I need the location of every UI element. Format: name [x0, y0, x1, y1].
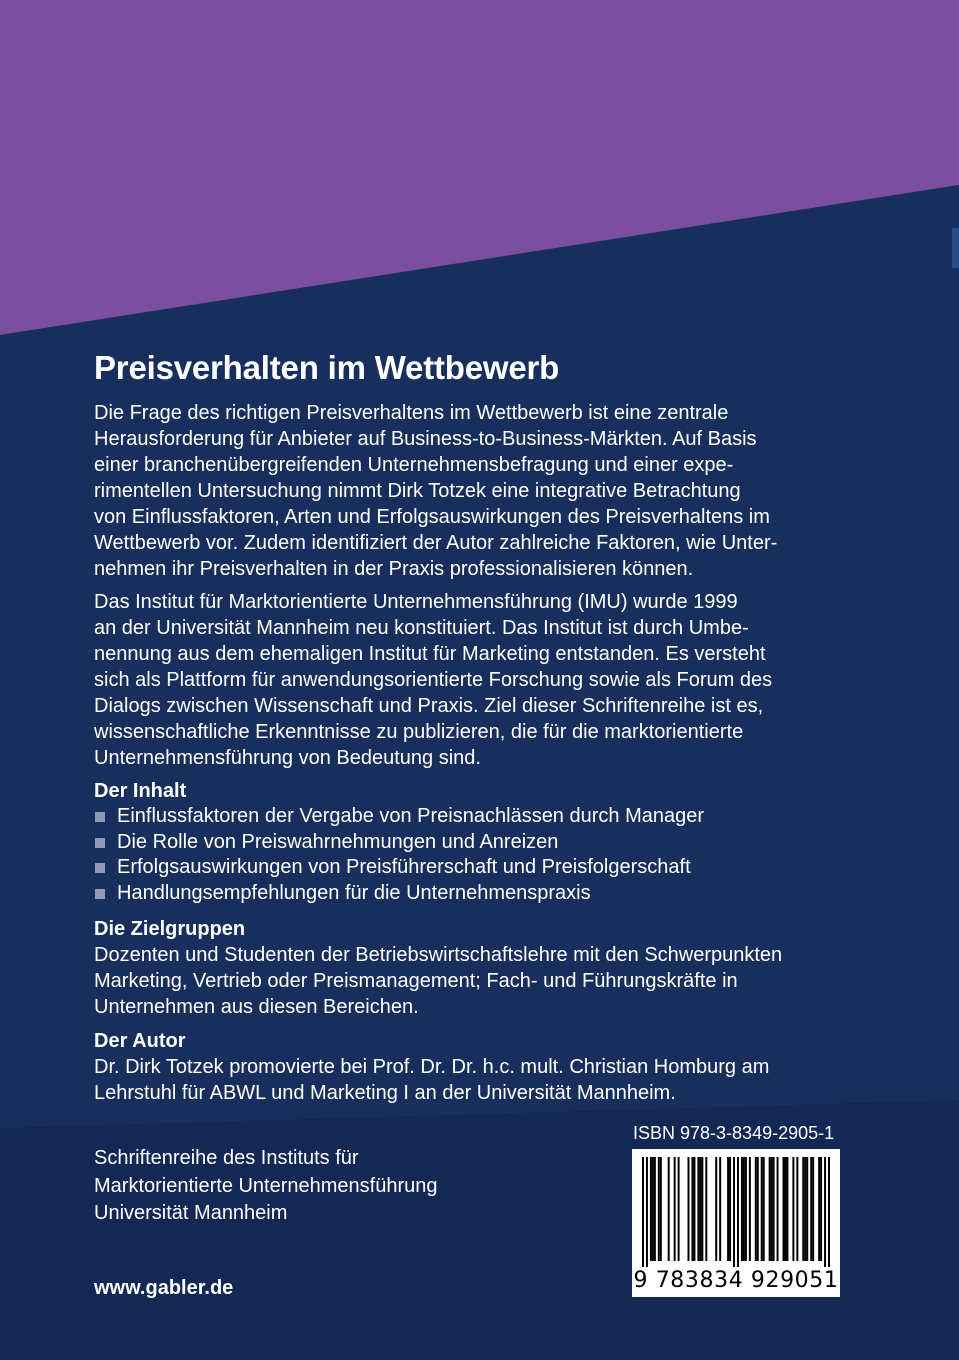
barcode-bar [654, 1157, 656, 1261]
audience-line: Unternehmen aus diesen Bereichen. [94, 996, 419, 1018]
barcode-bar [786, 1157, 788, 1261]
intro-paragraph [94, 400, 864, 582]
book-title: Preisverhalten im Wettbewerb [94, 349, 560, 386]
institute-line: nennung aus dem ehemaligen Institut für Marketing entstanden. Es versteht [94, 643, 766, 665]
intro-line: nehmen ihr Preisverhalten in der Praxis professionalisieren können. [94, 558, 694, 580]
intro-line: einer branchenübergreifenden Unternehmensbefragung und einer expe- [94, 454, 734, 476]
audience-heading: Die Zielgruppen [94, 918, 246, 940]
barcode-bar [824, 1157, 826, 1267]
barcode-bar [784, 1157, 786, 1261]
barcode-bar [650, 1157, 652, 1261]
spine-mark [952, 228, 959, 268]
author-line: Lehrstuhl für ABWL und Marketing I an der Universität Mannheim. [94, 1082, 676, 1104]
series-line: Schriftenreihe des Instituts für [94, 1147, 359, 1169]
barcode-bar [652, 1157, 654, 1261]
intro-line: Die Frage des richtigen Preisverhaltens im Wettbewerb ist eine zentrale [94, 402, 729, 424]
barcode-bar [642, 1157, 644, 1267]
barcode-bar [769, 1157, 771, 1261]
barcode-bar [761, 1157, 763, 1261]
isbn-label: ISBN 978-3-8349-2905-1 [633, 1123, 835, 1143]
barcode-bar [691, 1157, 693, 1261]
barcode-bar [729, 1157, 731, 1261]
barcode-bar [688, 1157, 690, 1261]
intro-line: Herausforderung für Anbieter auf Business-to-Business-Märkten. Auf Basis [94, 428, 757, 450]
barcode-bar [749, 1157, 751, 1261]
institute-line: wissenschaftliche Erkenntnisse zu publizieren, die für die marktorientierte [94, 721, 744, 743]
series-line: Universität Mannheim [94, 1202, 288, 1224]
intro-line: Wettbewerb vor. Zudem identifiziert der Autor zahlreiche Faktoren, wie Unter- [94, 532, 778, 554]
barcode-bar [783, 1157, 785, 1261]
institute-paragraph [94, 589, 864, 771]
barcode-bar [705, 1157, 707, 1261]
barcode-bar [771, 1157, 773, 1261]
barcode-bar [773, 1157, 775, 1261]
barcode-bar [658, 1157, 660, 1261]
series-line: Marktorientierte Unternehmensführung [94, 1174, 438, 1197]
barcode-bar [818, 1157, 820, 1261]
institute-line: an der Universität Mannheim neu konstituiert. Das Institut ist durch Umbe- [94, 617, 749, 639]
barcode-bar [796, 1157, 798, 1261]
barcode-bar [812, 1157, 814, 1261]
barcode-bar [804, 1157, 806, 1261]
barcode-bar [806, 1157, 808, 1261]
barcode-bar [668, 1157, 670, 1261]
barcode-bar [792, 1157, 794, 1261]
barcode-bar [693, 1157, 695, 1261]
contents-list [94, 804, 704, 906]
barcode-bar [699, 1157, 701, 1261]
barcode-bar [737, 1157, 739, 1267]
barcode-bar [743, 1157, 745, 1261]
barcode-bar [646, 1157, 648, 1267]
contents-heading: Der Inhalt [94, 780, 187, 802]
institute-line: Das Institut für Marktorientierte Unternehmensführung (IMU) wurde 1999 [94, 591, 738, 613]
list-item: Erfolgsauswirkungen von Preisführerschaft und Preisfolgerschaft [94, 855, 704, 881]
author-paragraph [94, 1054, 864, 1106]
square-bullet-icon [95, 889, 105, 899]
barcode [632, 1149, 840, 1297]
barcode-bar [755, 1157, 757, 1261]
list-item: Handlungsempfehlungen für die Unternehmenspraxis [94, 881, 704, 907]
institute-line: Dialogs zwischen Wissenschaft und Praxis. Ziel dieser Schriftenreihe ist es, [94, 695, 764, 717]
barcode-bar [701, 1157, 703, 1261]
barcode-bar [828, 1157, 830, 1267]
barcode-bar [715, 1157, 717, 1261]
institute-line: Unternehmensführung von Bedeutung sind. [94, 747, 481, 769]
barcode-bar [802, 1157, 804, 1261]
list-item: Einflussfaktoren der Vergabe von Preisnachlässen durch Manager [94, 804, 704, 830]
intro-line: rimentellen Untersuchung nimmt Dirk Totzek eine integrative Betrachtung [94, 480, 741, 502]
square-bullet-icon [95, 812, 105, 822]
barcode-bar [660, 1157, 662, 1261]
barcode-bar [757, 1157, 759, 1261]
barcode-bar [727, 1157, 729, 1261]
institute-line: sich als Plattform für anwendungsorientierte Forschung sowie als Forum des [94, 669, 773, 691]
audience-paragraph [94, 942, 864, 1020]
barcode-bar [810, 1157, 812, 1261]
square-bullet-icon [95, 863, 105, 873]
barcode-bar [820, 1157, 822, 1261]
barcode-bar [777, 1157, 779, 1261]
barcode-bar [697, 1157, 699, 1261]
barcode-digits: 9 783834 929051 [633, 1268, 839, 1293]
author-line: Dr. Dirk Totzek promovierte bei Prof. Dr. Dr. h.c. mult. Christian Homburg am [94, 1056, 770, 1078]
square-bullet-icon [95, 838, 105, 848]
intro-line: von Einflussfaktoren, Arten und Erfolgsauswirkungen des Preisverhaltens im [94, 506, 770, 528]
barcode-bar [741, 1157, 743, 1261]
author-heading: Der Autor [94, 1030, 186, 1052]
barcode-bar [733, 1157, 735, 1267]
barcode-bar [678, 1157, 680, 1261]
barcode-bar [745, 1157, 747, 1261]
publisher-website: www.gabler.de [94, 1277, 234, 1299]
barcode-bar [674, 1157, 676, 1261]
barcode-bars [642, 1157, 830, 1267]
list-item: Die Rolle von Preiswahrnehmungen und Anreizen [94, 830, 704, 856]
barcode-bar [763, 1157, 765, 1261]
series-info [94, 1145, 438, 1228]
barcode-bar [719, 1157, 721, 1261]
audience-line: Marketing, Vertrieb oder Preismanagement; Fach- und Führungskräfte in [94, 970, 738, 992]
audience-line: Dozenten und Studenten der Betriebswirtschaftslehre mit den Schwerpunkten [94, 944, 783, 966]
